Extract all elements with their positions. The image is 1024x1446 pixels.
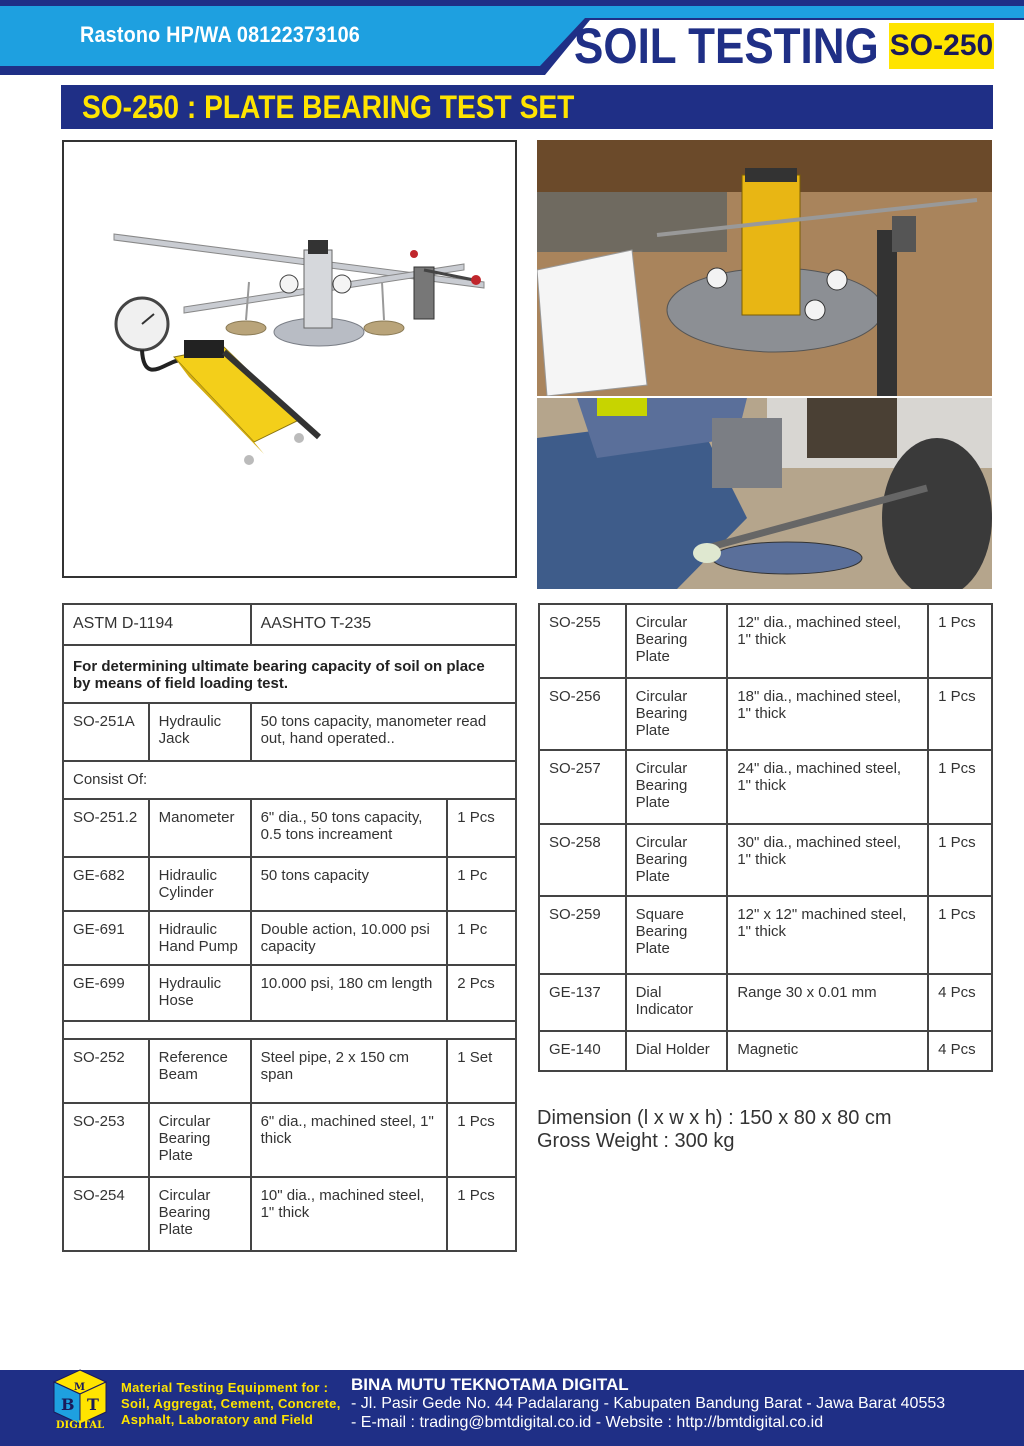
item-code: SO-258 [539,824,626,896]
item-name: Circular Bearing Plate [626,678,728,750]
aashto-standard: AASHTO T-235 [251,604,516,645]
item-spec: 50 tons capacity, manometer read out, hand operated.. [251,703,516,761]
item-qty: 1 Pcs [928,896,992,974]
item-qty: 1 Pcs [447,799,516,857]
table-row [63,1039,516,1103]
table-row [63,965,516,1021]
spacer-cell [63,1021,516,1039]
tagline-line: Soil, Aggregat, Cement, Concrete, [121,1396,341,1411]
table-row [63,1177,516,1251]
item-name: Circular Bearing Plate [626,604,728,678]
consist-of-label: Consist Of: [63,761,516,799]
product-image [62,140,517,578]
item-code: SO-251A [63,703,149,761]
item-name: Circular Bearing Plate [626,824,728,896]
item-qty: 1 Pcs [928,678,992,750]
item-qty: 1 Pcs [928,750,992,824]
item-qty: 1 Pcs [447,1103,516,1177]
item-spec: Double action, 10.000 psi capacity [251,911,448,965]
table-row [63,799,516,857]
table-row [539,824,992,896]
item-name: Hydraulic Hose [149,965,251,1021]
item-code: SO-251.2 [63,799,149,857]
description-row [63,645,516,703]
item-code: SO-253 [63,1103,149,1177]
consist-row [63,761,516,799]
item-code: SO-259 [539,896,626,974]
item-qty: 1 Pcs [447,1177,516,1251]
field-photo-operation [537,398,992,589]
item-name: Circular Bearing Plate [149,1103,251,1177]
item-spec: Magnetic [727,1031,928,1071]
item-spec: 6" dia., machined steel, 1" thick [251,1103,448,1177]
item-code: SO-255 [539,604,626,678]
logo-caption: DIGITAL [55,1420,105,1431]
item-spec: 10" dia., machined steel, 1" thick [251,1177,448,1251]
product-description: For determining ultimate bearing capacity of soil on place by means of field loading test. [63,645,516,703]
spacer-row [63,1021,516,1039]
brand-title: SOIL TESTING [574,18,879,74]
item-spec: 10.000 psi, 180 cm length [251,965,448,1021]
item-qty: 1 Pc [447,857,516,911]
item-name: Reference Beam [149,1039,251,1103]
table-row [63,911,516,965]
item-name: Circular Bearing Plate [149,1177,251,1251]
item-spec: 12" x 12" machined steel, 1" thick [727,896,928,974]
item-spec: 6" dia., 50 tons capacity, 0.5 tons increament [251,799,448,857]
company-name: BINA MUTU TEKNOTAMA DIGITAL [351,1375,629,1394]
table-row [539,1031,992,1071]
astm-standard: ASTM D-1194 [63,604,251,645]
item-spec: Range 30 x 0.01 mm [727,974,928,1031]
item-spec: Steel pipe, 2 x 150 cm span [251,1039,448,1103]
item-code: GE-137 [539,974,626,1031]
item-name: Square Bearing Plate [626,896,728,974]
company-address: - Jl. Pasir Gede No. 44 Padalarang - Kabupaten Bandung Barat - Jawa Barat 40553 [351,1395,946,1412]
standards-row [63,604,516,645]
item-name: Hydraulic Jack [149,703,251,761]
footer-tagline [121,1380,341,1428]
contact-phone: Rastono HP/WA 08122373106 [80,22,360,47]
table-row [539,750,992,824]
company-email-website: - E-mail : trading@bmtdigital.co.id - Website : http://bmtdigital.co.id [351,1414,824,1431]
item-spec: 30" dia., machined steel, 1" thick [727,824,928,896]
item-code: SO-256 [539,678,626,750]
spec-table-left [62,603,517,1252]
item-name: Circular Bearing Plate [626,750,728,824]
item-spec: 50 tons capacity [251,857,448,911]
dimension-info [537,1107,892,1153]
item-name: Manometer [149,799,251,857]
item-code: SO-252 [63,1039,149,1103]
item-qty: 1 Set [447,1039,516,1103]
tagline-line: Material Testing Equipment for : [121,1380,329,1395]
item-qty: 2 Pcs [447,965,516,1021]
item-qty: 4 Pcs [928,974,992,1031]
item-code: GE-691 [63,911,149,965]
company-address-block [351,1394,945,1432]
table-row [539,974,992,1031]
item-spec: 18" dia., machined steel, 1" thick [727,678,928,750]
table-row [539,678,992,750]
table-row [539,896,992,974]
item-code: SO-254 [63,1177,149,1251]
item-name: Dial Holder [626,1031,728,1071]
table-row [539,604,992,678]
svg-text:B: B [61,1395,75,1414]
main-item-row [63,703,516,761]
page-title: SO-250 : PLATE BEARING TEST SET [82,89,575,125]
item-code: GE-140 [539,1031,626,1071]
svg-text:M: M [74,1382,86,1393]
spec-table-right [538,603,993,1072]
item-name: Hidraulic Hand Pump [149,911,251,965]
dimension-text: Dimension (l x w x h) : 150 x 80 x 80 cm [537,1107,892,1129]
item-qty: 1 Pc [447,911,516,965]
item-qty: 1 Pcs [928,604,992,678]
field-setup-illustration [537,140,992,396]
tagline-line: Asphalt, Laboratory and Field [121,1412,314,1427]
plate-bearing-set-illustration [64,142,515,576]
item-spec: 24" dia., machined steel, 1" thick [727,750,928,824]
item-spec: 12" dia., machined steel, 1" thick [727,604,928,678]
item-code: GE-682 [63,857,149,911]
product-code-badge: SO-250 [889,23,994,69]
field-photo-setup [537,140,992,396]
item-code: GE-699 [63,965,149,1021]
item-name: Hidraulic Cylinder [149,857,251,911]
field-operation-illustration [537,398,992,589]
item-name: Dial Indicator [626,974,728,1031]
table-row [63,1103,516,1177]
item-qty: 1 Pcs [928,824,992,896]
item-code: SO-257 [539,750,626,824]
gross-weight-text: Gross Weight : 300 kg [537,1130,735,1152]
item-qty: 4 Pcs [928,1031,992,1071]
table-row [63,857,516,911]
svg-text:T: T [87,1395,99,1414]
